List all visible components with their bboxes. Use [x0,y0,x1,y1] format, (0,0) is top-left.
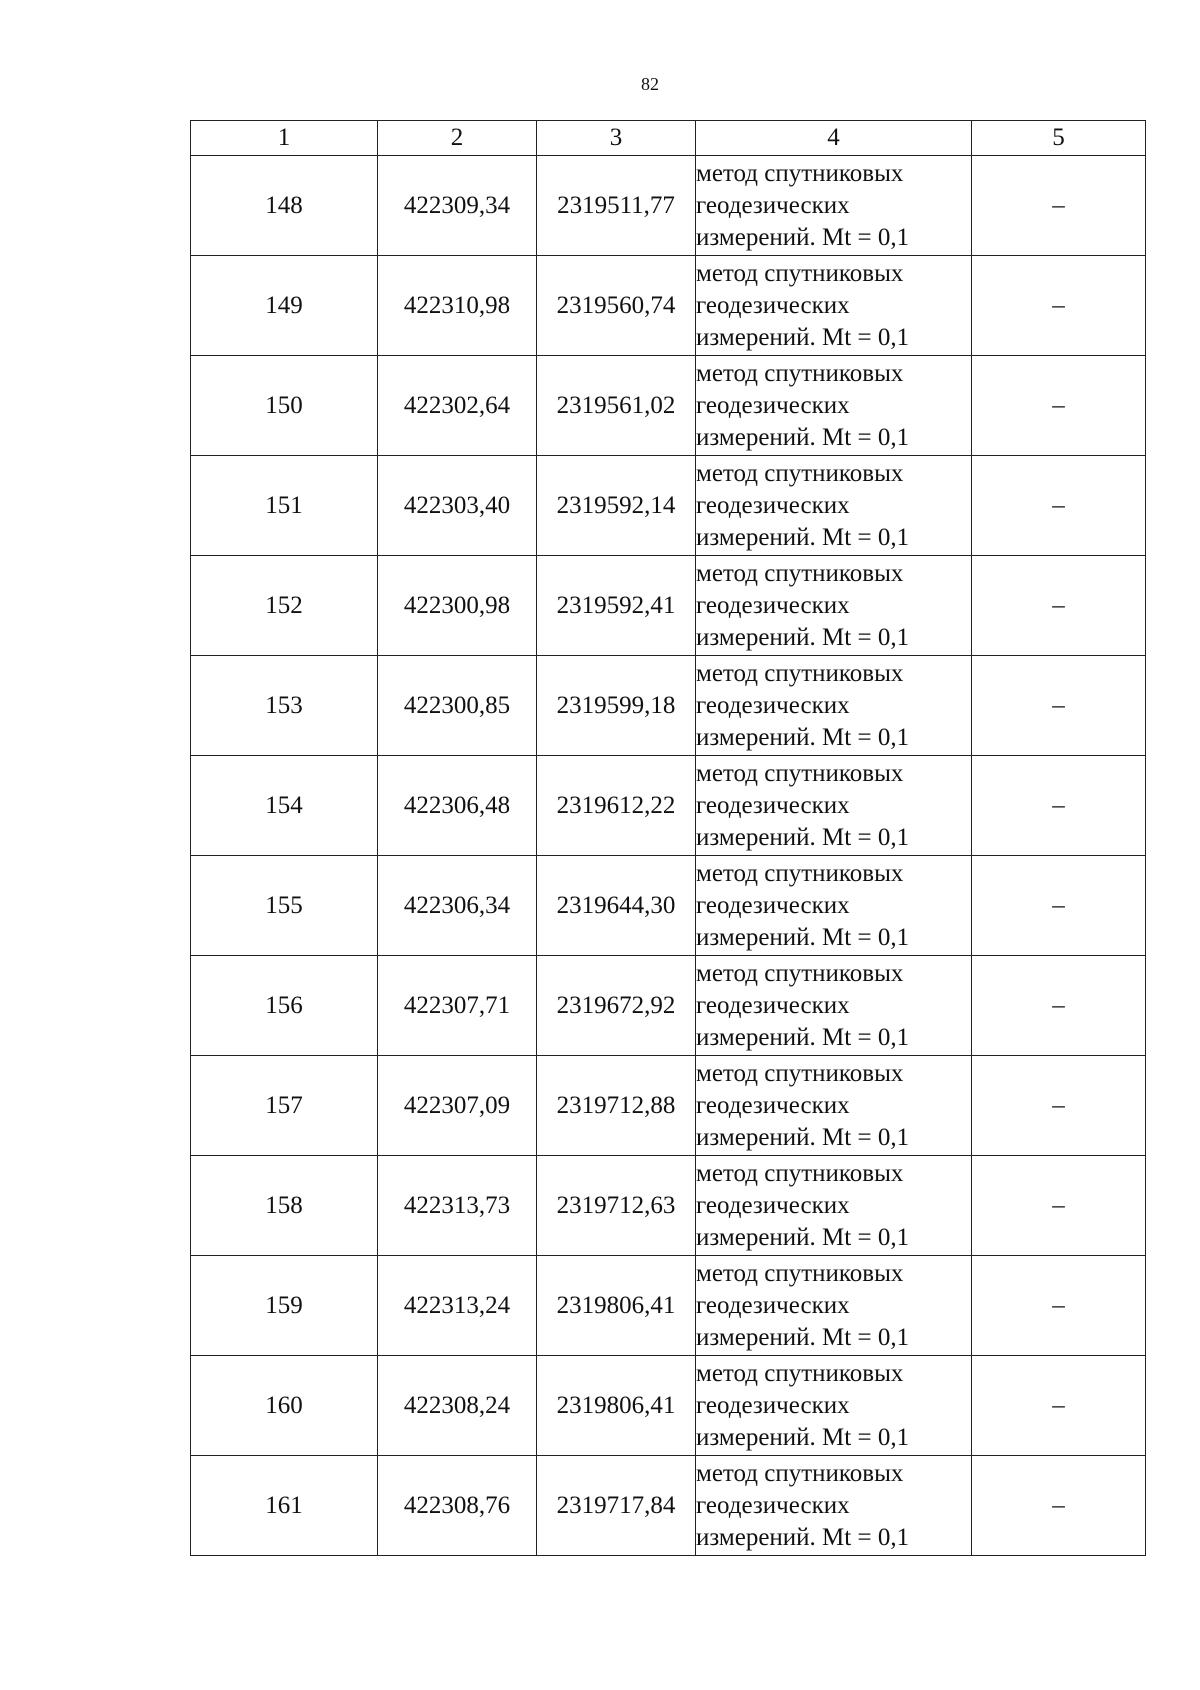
method-line: метод спутниковых [696,759,904,787]
point-number-cell: 151 [191,456,378,556]
description-cell: – [972,1256,1146,1356]
table-row [191,1356,1146,1456]
point-number-cell: 152 [191,556,378,656]
method-line: метод спутниковых [696,559,904,587]
coordinate-y-cell: 2319712,63 [537,1156,696,1256]
table-row [191,556,1146,656]
description-cell: – [972,756,1146,856]
coordinate-y-cell: 2319612,22 [537,756,696,856]
coordinate-y-cell: 2319712,88 [537,1056,696,1156]
description-cell: – [972,356,1146,456]
coordinate-x-cell: 422308,76 [378,1456,537,1556]
method-line: измерений. Mt = 0,1 [696,823,910,851]
table-row [191,356,1146,456]
point-number-cell: 159 [191,1256,378,1356]
table-row [191,1256,1146,1356]
description-cell: – [972,256,1146,356]
method-line: измерений. Mt = 0,1 [696,1523,910,1551]
method-cell [696,456,972,556]
point-number-cell: 157 [191,1056,378,1156]
coordinate-x-cell: 422307,09 [378,1056,537,1156]
method-line: геодезических [696,1491,850,1519]
method-line: геодезических [696,591,850,619]
method-line: геодезических [696,491,850,519]
description-cell: – [972,1456,1146,1556]
method-line: измерений. Mt = 0,1 [696,1223,910,1251]
page-number: 82 [641,74,659,94]
header-col-4: 4 [696,121,972,156]
method-line: метод спутниковых [696,659,904,687]
header-col-3: 3 [537,121,696,156]
coordinate-x-cell: 422313,24 [378,1256,537,1356]
coordinate-y-cell: 2319672,92 [537,956,696,1056]
method-line: геодезических [696,691,850,719]
method-line: метод спутниковых [696,159,904,187]
method-cell [696,1356,972,1456]
coordinate-y-cell: 2319592,14 [537,456,696,556]
coordinate-y-cell: 2319560,74 [537,256,696,356]
coordinate-y-cell: 2319717,84 [537,1456,696,1556]
method-line: геодезических [696,1391,850,1419]
method-cell [696,156,972,256]
point-number-cell: 148 [191,156,378,256]
method-line: метод спутниковых [696,259,904,287]
method-line: измерений. Mt = 0,1 [696,523,910,551]
table-row [191,156,1146,256]
coordinate-x-cell: 422308,24 [378,1356,537,1456]
description-cell: – [972,656,1146,756]
method-line: измерений. Mt = 0,1 [696,723,910,751]
method-line: метод спутниковых [696,359,904,387]
table-row [191,756,1146,856]
method-line: измерений. Mt = 0,1 [696,223,910,251]
coordinate-y-cell: 2319806,41 [537,1356,696,1456]
method-line: измерений. Mt = 0,1 [696,323,910,351]
description-cell: – [972,1056,1146,1156]
table-row [191,656,1146,756]
method-line: геодезических [696,1191,850,1219]
header-col-2: 2 [378,121,537,156]
method-line: метод спутниковых [696,1359,904,1387]
table-row [191,1456,1146,1556]
table-row [191,856,1146,956]
coordinate-y-cell: 2319806,41 [537,1256,696,1356]
coordinate-y-cell: 2319561,02 [537,356,696,456]
method-cell [696,1056,972,1156]
method-line: метод спутниковых [696,859,904,887]
description-cell: – [972,1356,1146,1456]
coordinate-y-cell: 2319599,18 [537,656,696,756]
description-cell: – [972,456,1146,556]
coordinate-y-cell: 2319644,30 [537,856,696,956]
table-header-row [191,121,1146,156]
method-line: измерений. Mt = 0,1 [696,1123,910,1151]
header-col-1: 1 [191,121,378,156]
method-line: измерений. Mt = 0,1 [696,423,910,451]
method-cell [696,1456,972,1556]
method-cell [696,856,972,956]
coordinates-table [190,120,1146,1556]
method-line: геодезических [696,991,850,1019]
method-line: геодезических [696,1091,850,1119]
method-cell [696,656,972,756]
method-cell [696,556,972,656]
point-number-cell: 153 [191,656,378,756]
point-number-cell: 150 [191,356,378,456]
method-line: геодезических [696,191,850,219]
method-line: измерений. Mt = 0,1 [696,1023,910,1051]
point-number-cell: 155 [191,856,378,956]
table-row [191,1056,1146,1156]
table-body [191,156,1146,1556]
point-number-cell: 156 [191,956,378,1056]
coordinate-x-cell: 422306,34 [378,856,537,956]
point-number-cell: 158 [191,1156,378,1256]
method-cell [696,756,972,856]
description-cell: – [972,156,1146,256]
method-cell [696,1156,972,1256]
method-line: геодезических [696,791,850,819]
table-row [191,456,1146,556]
coordinate-x-cell: 422300,85 [378,656,537,756]
coordinate-x-cell: 422300,98 [378,556,537,656]
point-number-cell: 161 [191,1456,378,1556]
coordinate-y-cell: 2319592,41 [537,556,696,656]
coordinate-x-cell: 422310,98 [378,256,537,356]
description-cell: – [972,1156,1146,1256]
method-cell [696,256,972,356]
method-line: измерений. Mt = 0,1 [696,923,910,951]
method-line: метод спутниковых [696,1259,904,1287]
header-col-5: 5 [972,121,1146,156]
method-cell [696,356,972,456]
table-row [191,1156,1146,1256]
method-line: метод спутниковых [696,459,904,487]
coordinate-x-cell: 422309,34 [378,156,537,256]
method-line: измерений. Mt = 0,1 [696,1423,910,1451]
coordinate-x-cell: 422302,64 [378,356,537,456]
point-number-cell: 160 [191,1356,378,1456]
description-cell: – [972,956,1146,1056]
description-cell: – [972,856,1146,956]
method-line: геодезических [696,391,850,419]
method-cell [696,1256,972,1356]
coordinate-x-cell: 422307,71 [378,956,537,1056]
point-number-cell: 149 [191,256,378,356]
coordinate-x-cell: 422313,73 [378,1156,537,1256]
method-line: измерений. Mt = 0,1 [696,1323,910,1351]
method-line: геодезических [696,1291,850,1319]
coordinate-x-cell: 422306,48 [378,756,537,856]
method-line: геодезических [696,291,850,319]
method-line: метод спутниковых [696,1459,904,1487]
method-line: геодезических [696,891,850,919]
method-line: метод спутниковых [696,959,904,987]
method-line: метод спутниковых [696,1159,904,1187]
table-row [191,956,1146,1056]
method-line: метод спутниковых [696,1059,904,1087]
description-cell: – [972,556,1146,656]
method-cell [696,956,972,1056]
method-line: измерений. Mt = 0,1 [696,623,910,651]
point-number-cell: 154 [191,756,378,856]
table-row [191,256,1146,356]
coordinate-y-cell: 2319511,77 [537,156,696,256]
coordinate-x-cell: 422303,40 [378,456,537,556]
